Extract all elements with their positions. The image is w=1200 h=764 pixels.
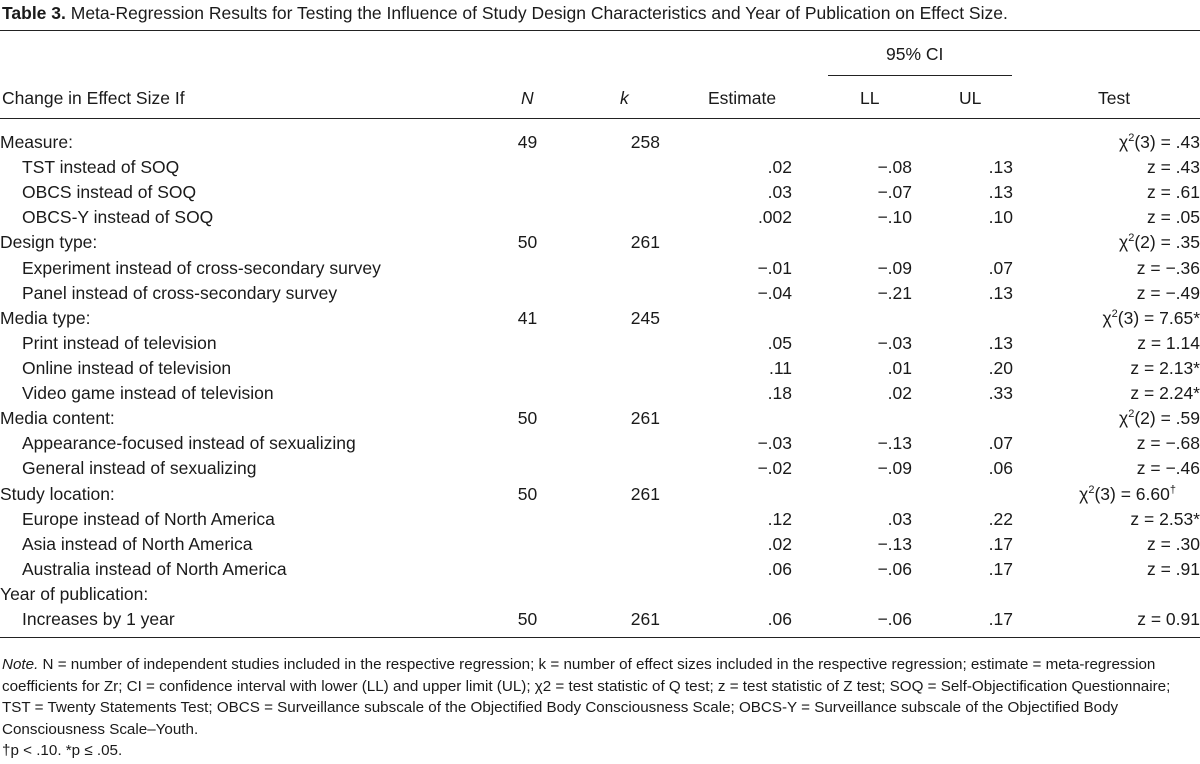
cell-k: [585, 155, 660, 180]
significance-note: †p < .10. *p ≤ .05.: [2, 742, 123, 759]
table-row: [0, 381, 1200, 406]
cell-ul: [912, 482, 1013, 507]
table-row: [0, 356, 1200, 381]
table-row: [0, 230, 1200, 255]
cell-test: z = −.46: [1136, 458, 1200, 479]
row-label: Video game instead of television: [22, 383, 274, 404]
header-estimate: Estimate: [708, 88, 777, 108]
cell-k: [585, 557, 660, 582]
cell-n: [470, 356, 585, 381]
cell-n: [470, 281, 585, 306]
cell-ul: .13: [988, 332, 1013, 353]
cell-ll: .02: [887, 383, 912, 404]
top-rule: [0, 30, 1200, 31]
row-label: Panel instead of cross-secondary survey: [22, 282, 338, 303]
bottom-rule: [0, 637, 1200, 638]
table-row: [0, 456, 1200, 481]
cell-n: [470, 331, 585, 356]
cell-ul: .17: [988, 558, 1013, 579]
cell-test: z = 2.24*: [1130, 383, 1200, 404]
cell-test: z = 2.53*: [1130, 508, 1200, 529]
cell-ul: [912, 406, 1013, 431]
note-label: Note.: [2, 656, 39, 673]
table-row: [0, 582, 1200, 607]
cell-ul: .20: [988, 358, 1013, 379]
cell-ul: .17: [988, 533, 1013, 554]
note-text: N = number of independent studies included in the respective regression; k = number of effect sizes included in the respective regression; estimate = meta-regression coefficients for Zr; CI = confidence interval with lower (LL) and upper limit (UL); χ2 = test statistic of Q test; z = test statistic of Z test; SOQ = Self-Objectification Questionnaire; TST = Twenty Statements Test; OBCS = Surveillance subscale of the Objectified Body Consciousness Scale; OBCS-Y = Surveillance subscale of the Objectified Body Consciousness Scale–Youth.: [2, 656, 1171, 738]
header-change: Change in Effect Size If: [2, 88, 185, 108]
row-label: Increases by 1 year: [22, 609, 175, 630]
row-label: Experiment instead of cross-secondary survey: [22, 257, 381, 278]
cell-n: [470, 456, 585, 481]
cell-test: $\chi^2(2) = .59$: [1119, 408, 1200, 429]
cell-ll: −.21: [877, 282, 912, 303]
cell-ul: .13: [988, 157, 1013, 178]
table-row: [0, 331, 1200, 356]
row-label: Design type:: [0, 232, 98, 253]
header-n: N: [521, 88, 534, 108]
table-row: [0, 180, 1200, 205]
table-title: Meta-Regression Results for Testing the Influence of Study Design Characteristics and Year of Publication on Effect Size.: [65, 3, 1008, 23]
table-row: [0, 431, 1200, 456]
cell-ll: .01: [887, 358, 912, 379]
cell-n: 50: [517, 232, 538, 253]
row-label: OBCS instead of SOQ: [22, 182, 197, 203]
table-notes: [2, 654, 1198, 762]
cell-k: 245: [630, 307, 660, 328]
cell-estimate: .002: [757, 207, 792, 228]
cell-estimate: .05: [767, 332, 792, 353]
cell-k: [585, 205, 660, 230]
cell-ll: −.06: [877, 558, 912, 579]
row-label: Europe instead of North America: [22, 508, 275, 529]
table-body: [0, 130, 1200, 632]
cell-ul: .33: [988, 383, 1013, 404]
cell-estimate: −.04: [757, 282, 792, 303]
row-label: Print instead of television: [22, 332, 217, 353]
cell-ll: [792, 306, 912, 331]
table-row: [0, 281, 1200, 306]
cell-estimate: −.03: [757, 433, 792, 454]
cell-ul: [912, 582, 1013, 607]
cell-estimate: .02: [767, 157, 792, 178]
row-label: Appearance-focused instead of sexualizing: [22, 433, 356, 454]
cell-ll: −.08: [877, 157, 912, 178]
cell-test: z = .43: [1146, 157, 1200, 178]
row-label: Media type:: [0, 307, 91, 328]
cell-estimate: .12: [767, 508, 792, 529]
cell-ll: [792, 230, 912, 255]
cell-ll: [792, 582, 912, 607]
cell-k: [585, 356, 660, 381]
table-row: [0, 507, 1200, 532]
cell-k: [585, 582, 660, 607]
row-label: Asia instead of North America: [22, 533, 253, 554]
table-row: [0, 406, 1200, 431]
cell-n: 50: [517, 609, 538, 630]
cell-n: [470, 532, 585, 557]
cell-ll: −.03: [877, 332, 912, 353]
header-test: Test: [1098, 88, 1131, 108]
cell-k: 261: [630, 408, 660, 429]
cell-k: [585, 532, 660, 557]
table-row: [0, 155, 1200, 180]
cell-ul: .17: [988, 609, 1013, 630]
results-table: [0, 130, 1200, 632]
table-row: [0, 482, 1200, 507]
row-label: Online instead of television: [22, 358, 232, 379]
cell-k: 261: [630, 232, 660, 253]
table-label: Table 3.: [2, 3, 66, 23]
cell-k: [585, 180, 660, 205]
cell-n: [470, 180, 585, 205]
cell-n: [470, 256, 585, 281]
header-k: k: [620, 88, 629, 108]
cell-n: [470, 205, 585, 230]
cell-ul: .22: [988, 508, 1013, 529]
cell-k: [585, 507, 660, 532]
cell-estimate: .03: [767, 182, 792, 203]
row-label: Australia instead of North America: [22, 558, 287, 579]
cell-estimate: .02: [767, 533, 792, 554]
cell-ll: −.13: [877, 533, 912, 554]
cell-estimate: −.01: [757, 257, 792, 278]
table-caption: [2, 2, 1196, 24]
cell-estimate: .18: [767, 383, 792, 404]
cell-test: $\chi^2(3) = .43$: [1119, 132, 1200, 153]
note-paragraph: [2, 654, 1198, 740]
row-label: TST instead of SOQ: [22, 157, 180, 178]
cell-k: [585, 431, 660, 456]
table-row: [0, 205, 1200, 230]
cell-ll: [792, 130, 912, 155]
cell-ll: .03: [887, 508, 912, 529]
cell-ll: −.13: [877, 433, 912, 454]
cell-estimate: [660, 406, 792, 431]
ci-rule: [828, 75, 1012, 76]
cell-ll: −.07: [877, 182, 912, 203]
row-label: General instead of sexualizing: [22, 458, 257, 479]
row-label: OBCS-Y instead of SOQ: [22, 207, 214, 228]
cell-ll: −.06: [877, 609, 912, 630]
cell-estimate: .11: [768, 358, 792, 379]
cell-n: [470, 507, 585, 532]
cell-estimate: −.02: [757, 458, 792, 479]
cell-ul: [912, 130, 1013, 155]
cell-test: $\chi^2(2) = .35$: [1119, 232, 1200, 253]
cell-test: z = −.36: [1136, 257, 1200, 278]
cell-n: 50: [517, 408, 538, 429]
header-rule: [0, 118, 1200, 119]
cell-test: [1013, 582, 1200, 607]
cell-k: [585, 256, 660, 281]
cell-estimate: [660, 130, 792, 155]
cell-ul: .07: [988, 257, 1013, 278]
cell-k: [585, 381, 660, 406]
cell-ll: −.09: [877, 257, 912, 278]
row-label: Measure:: [0, 132, 73, 153]
table-row: [0, 306, 1200, 331]
header-ll: LL: [860, 88, 880, 108]
cell-n: [470, 582, 585, 607]
cell-k: [585, 331, 660, 356]
cell-estimate: .06: [767, 558, 792, 579]
table-row: [0, 130, 1200, 155]
row-label: Media content:: [0, 408, 115, 429]
table-row: [0, 557, 1200, 582]
cell-ul: [912, 306, 1013, 331]
cell-n: 50: [517, 483, 538, 504]
cell-ul: .10: [988, 207, 1013, 228]
cell-k: 258: [630, 132, 660, 153]
cell-ul: .07: [988, 433, 1013, 454]
cell-n: 41: [517, 307, 538, 328]
cell-estimate: [660, 230, 792, 255]
cell-n: [470, 431, 585, 456]
cell-n: [470, 557, 585, 582]
cell-test: z = −.68: [1136, 433, 1200, 454]
cell-ll: [792, 406, 912, 431]
cell-test: z = −.49: [1136, 282, 1200, 303]
header-ul: UL: [959, 88, 982, 108]
cell-k: [585, 456, 660, 481]
cell-k: [585, 281, 660, 306]
table-row: [0, 607, 1200, 632]
cell-test: $\chi^2(3) = 7.65*$: [1102, 307, 1200, 328]
row-label: Year of publication:: [0, 584, 149, 605]
cell-n: [470, 155, 585, 180]
cell-ll: −.10: [877, 207, 912, 228]
cell-test: $\chi^2(3) = 6.60^\dagger$: [1079, 483, 1176, 504]
cell-test: z = 2.13*: [1130, 358, 1200, 379]
cell-ul: .06: [988, 458, 1013, 479]
header-ci: 95% CI: [886, 44, 944, 64]
cell-test: z = .05: [1146, 207, 1200, 228]
cell-estimate: [660, 306, 792, 331]
cell-ul: [912, 230, 1013, 255]
cell-k: 261: [630, 483, 660, 504]
table-row: [0, 532, 1200, 557]
cell-k: 261: [630, 609, 660, 630]
cell-estimate: [660, 482, 792, 507]
table-row: [0, 256, 1200, 281]
cell-test: z = .61: [1146, 182, 1200, 203]
cell-ul: .13: [988, 182, 1013, 203]
cell-test: z = 0.91: [1137, 609, 1200, 630]
cell-test: z = .91: [1146, 558, 1200, 579]
cell-n: [470, 381, 585, 406]
cell-n: 49: [517, 132, 538, 153]
cell-estimate: [660, 582, 792, 607]
cell-estimate: .06: [767, 609, 792, 630]
cell-ul: .13: [988, 282, 1013, 303]
cell-ll: −.09: [877, 458, 912, 479]
cell-ll: [792, 482, 912, 507]
row-label: Study location:: [0, 483, 115, 504]
cell-test: z = .30: [1146, 533, 1200, 554]
cell-test: z = 1.14: [1137, 332, 1200, 353]
